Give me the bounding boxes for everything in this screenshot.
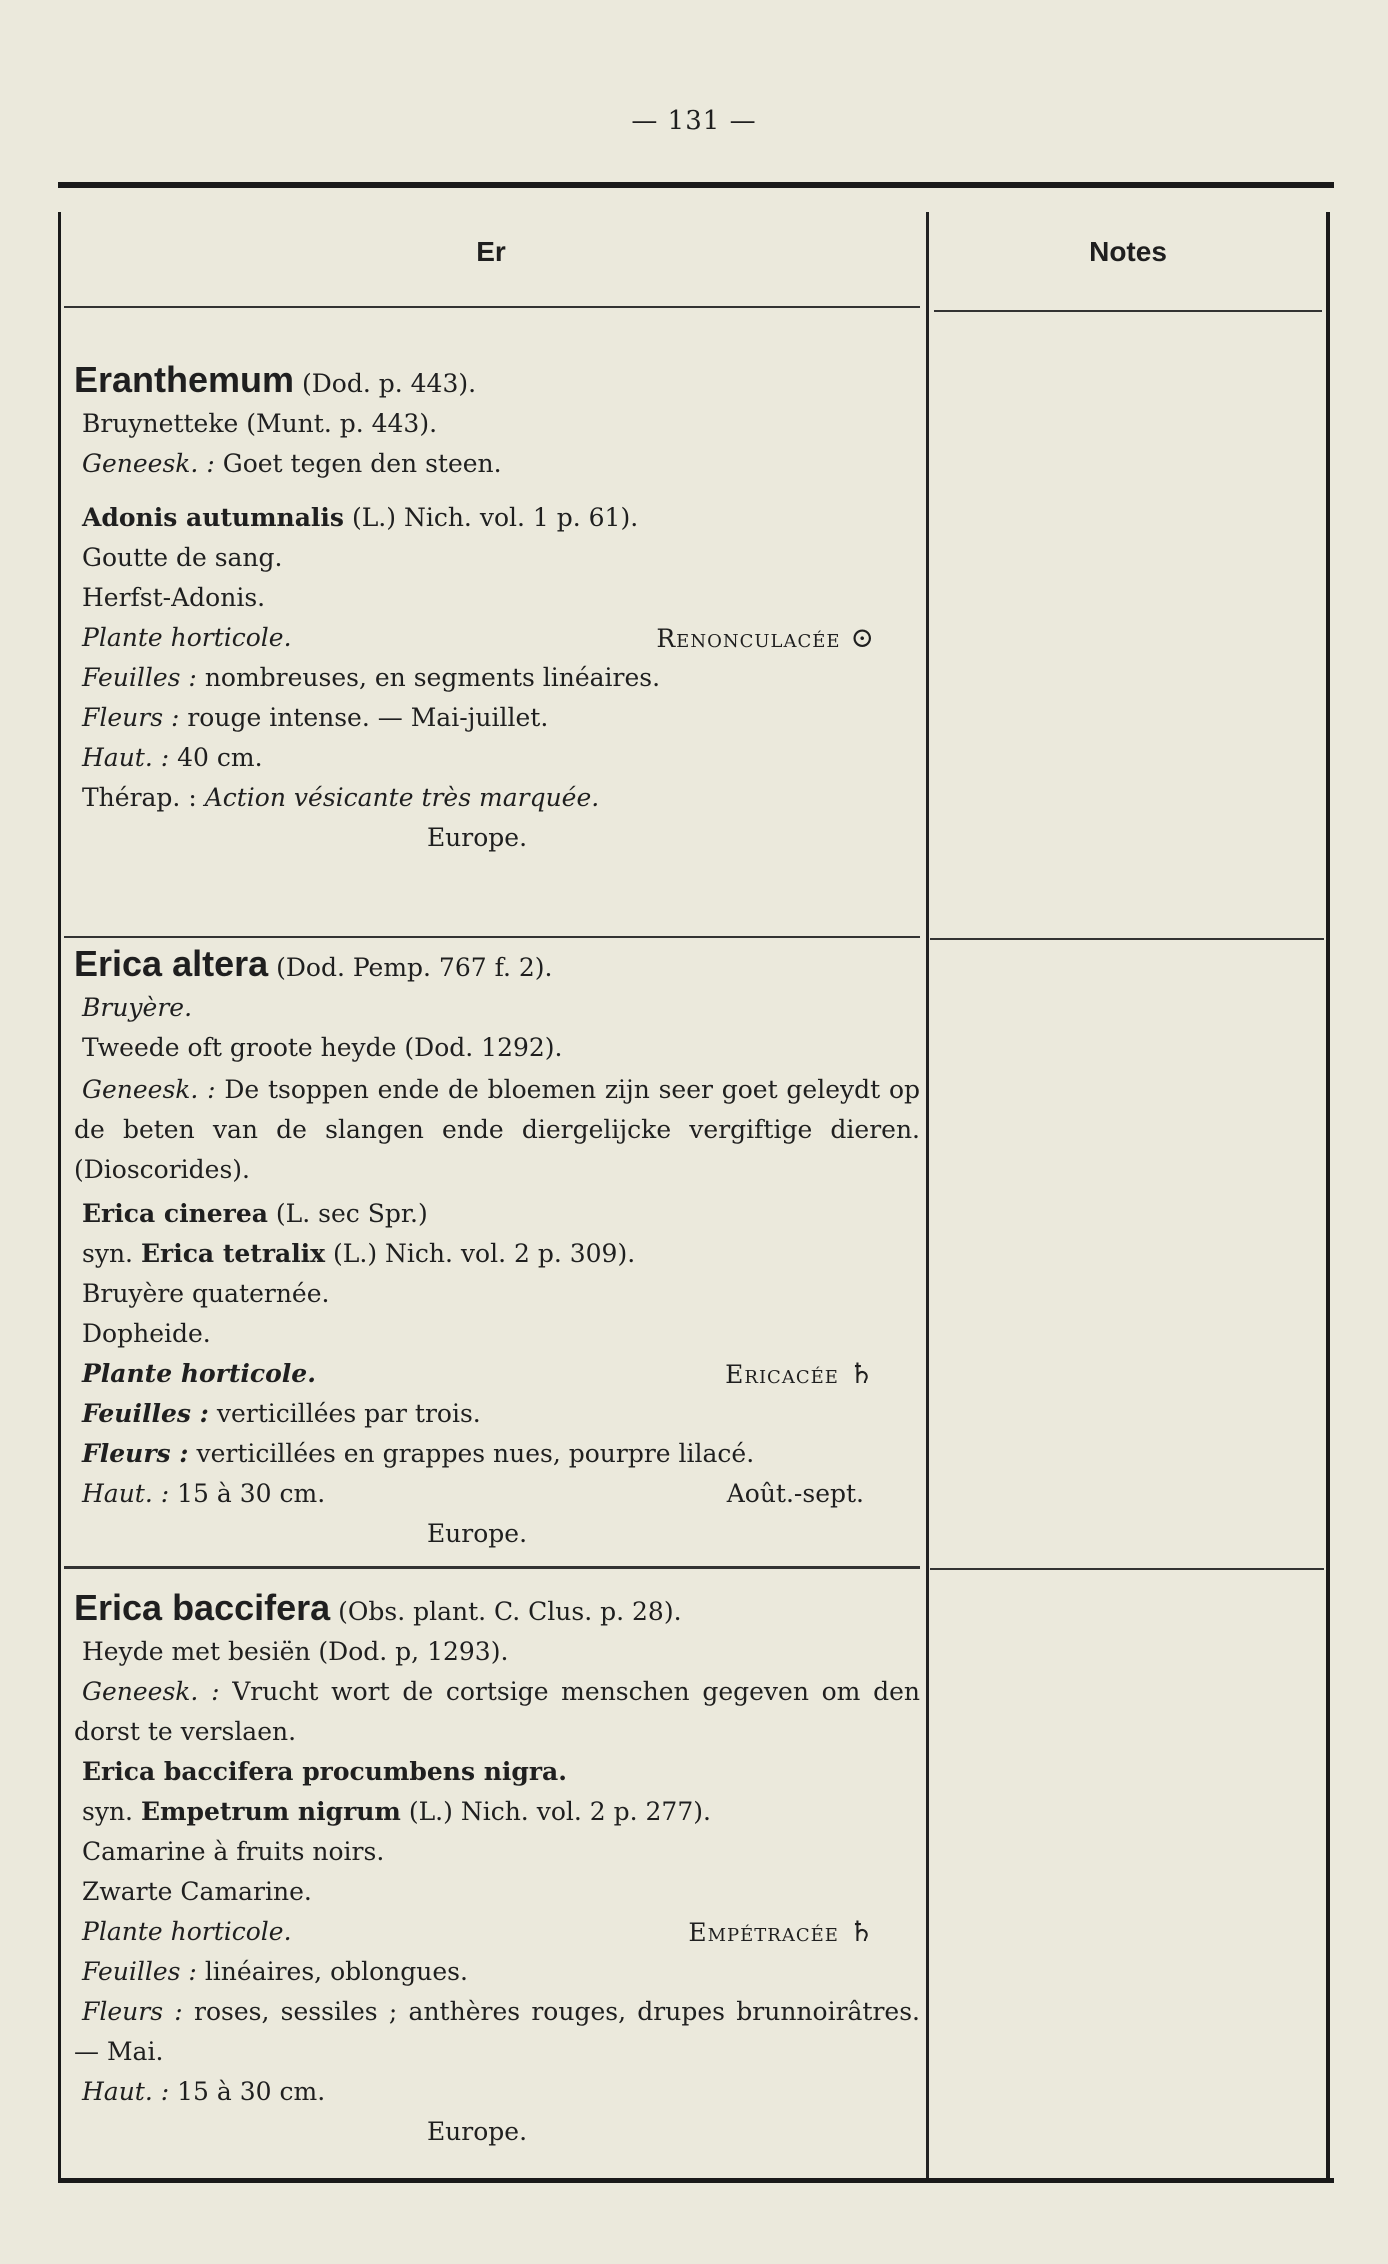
family-name: Renonculacée (656, 624, 841, 653)
haut-text: 15 à 30 cm. (177, 2077, 326, 2106)
species-ref: (L. sec Spr.) (275, 1199, 428, 1228)
species-name: Adonis autumnalis (82, 503, 344, 532)
entry-title-ref: (Dod. p. 443). (302, 369, 477, 398)
entry-title: Erica baccifera (74, 1587, 331, 1628)
geneesk-text: Goet tegen den steen. (222, 449, 502, 478)
haut-label: Haut. : (82, 2077, 170, 2106)
dutch-name: Zwarte Camarine. (82, 1877, 312, 1906)
feuilles-label: Feuilles : (82, 663, 197, 692)
column-header-notes: Notes (1089, 236, 1167, 267)
french-common-name: Bruyère. (82, 993, 193, 1022)
dutch-name: Herfst-Adonis. (82, 583, 266, 612)
perennial-symbol-icon: ♄ (848, 1915, 874, 1948)
entry-title: Eranthemum (74, 359, 295, 400)
therap-label: Thérap. : (82, 783, 197, 812)
french-name: Goutte de sang. (82, 543, 283, 572)
species-ref: (L.) Nich. vol. 1 p. 61). (351, 503, 639, 532)
feuilles-label: Feuilles : (82, 1399, 209, 1428)
region: Europe. (426, 1519, 528, 1548)
vernacular-name: Tweede oft groote heyde (Dod. 1292). (82, 1033, 563, 1062)
page-number: — 131 — (631, 106, 757, 136)
plante-label: Plante horticole. (82, 1917, 292, 1946)
section-rule-2-right (930, 1568, 1324, 1570)
section-rule-1-right (930, 938, 1324, 940)
synonym-name: Erica tetralix (140, 1239, 326, 1268)
flowering-period: Août.-sept. (726, 1479, 864, 1508)
feuilles-text: verticillées par trois. (216, 1399, 481, 1428)
species-name: Erica cinerea (82, 1199, 268, 1228)
family-name: Ericacée (725, 1360, 839, 1389)
column-divider (926, 212, 929, 2178)
fleurs-text: rouge intense. — Mai-juillet. (187, 703, 549, 732)
species-name: Erica baccifera procumbens nigra. (82, 1757, 567, 1786)
header-rule-left (64, 306, 920, 308)
region: Europe. (426, 2117, 528, 2146)
vernacular-name: Heyde met besiën (Dod. p, 1293). (82, 1637, 509, 1666)
section-rule-1-left (64, 936, 920, 938)
feuilles-label: Feuilles : (82, 1957, 197, 1986)
table-bottom-rule (58, 2178, 1334, 2183)
section-rule-2-left (64, 1566, 920, 1569)
table-right-border (1326, 212, 1330, 2178)
entry-title: Erica altera (74, 943, 269, 984)
fleurs-text: verticillées en grappes nues, pourpre lilacé. (196, 1439, 755, 1468)
entry-eranthemum (74, 360, 920, 858)
haut-label: Haut. : (82, 1479, 170, 1508)
feuilles-text: nombreuses, en segments linéaires. (204, 663, 661, 692)
french-name: Bruyère quaternée. (82, 1279, 330, 1308)
geneesk-label: Geneesk. : (82, 449, 215, 478)
header-rule-right (934, 310, 1322, 312)
geneesk-text: De tsoppen ende de bloemen zijn seer goet geleydt op de beten van de slangen ende diergelijcke vergiftige dieren. (Dioscorides). (74, 1075, 920, 1184)
fleurs-text: roses, sessiles ; anthères rouges, drupes brunnoirâtres. — Mai. (74, 1997, 920, 2066)
haut-label: Haut. : (82, 743, 170, 772)
dutch-name: Dopheide. (82, 1319, 211, 1348)
feuilles-text: linéaires, oblongues. (204, 1957, 468, 1986)
synonym-ref: (L.) Nich. vol. 2 p. 277). (408, 1797, 711, 1826)
haut-text: 40 cm. (177, 743, 263, 772)
perennial-symbol-icon: ♄ (848, 1357, 874, 1390)
entry-erica-baccifera (74, 1588, 920, 2152)
haut-text: 15 à 30 cm. (177, 1479, 326, 1508)
fleurs-label: Fleurs : (82, 1997, 183, 2026)
syn-label: syn. (82, 1239, 134, 1268)
vernacular-name: Bruynetteke (Munt. p. 443). (82, 409, 438, 438)
entry-title-ref: (Dod. Pemp. 767 f. 2). (276, 953, 553, 982)
synonym-ref: (L.) Nich. vol. 2 p. 309). (333, 1239, 636, 1268)
herbal-table (58, 182, 1334, 2206)
french-name: Camarine à fruits noirs. (82, 1837, 385, 1866)
therap-text: Action vésicante très marquée. (204, 783, 600, 812)
entry-erica-altera (74, 944, 920, 1554)
annual-symbol-icon: ⊙ (850, 621, 874, 654)
plante-label: Plante horticole. (82, 623, 292, 652)
region: Europe. (426, 823, 528, 852)
synonym-name: Empetrum nigrum (140, 1797, 401, 1826)
syn-label: syn. (82, 1797, 134, 1826)
plante-label: Plante horticole. (82, 1359, 316, 1388)
fleurs-label: Fleurs : (82, 1439, 189, 1468)
geneesk-label: Geneesk. : (82, 1075, 216, 1104)
geneesk-text: Vrucht wort de cortsige menschen gegeven om den dorst te verslaen. (74, 1677, 920, 1746)
column-header-er: Er (476, 236, 506, 267)
family-name: Empétracée (688, 1918, 839, 1947)
entry-title-ref: (Obs. plant. C. Clus. p. 28). (338, 1597, 682, 1626)
geneesk-label: Geneesk. : (82, 1677, 220, 1706)
fleurs-label: Fleurs : (82, 703, 180, 732)
